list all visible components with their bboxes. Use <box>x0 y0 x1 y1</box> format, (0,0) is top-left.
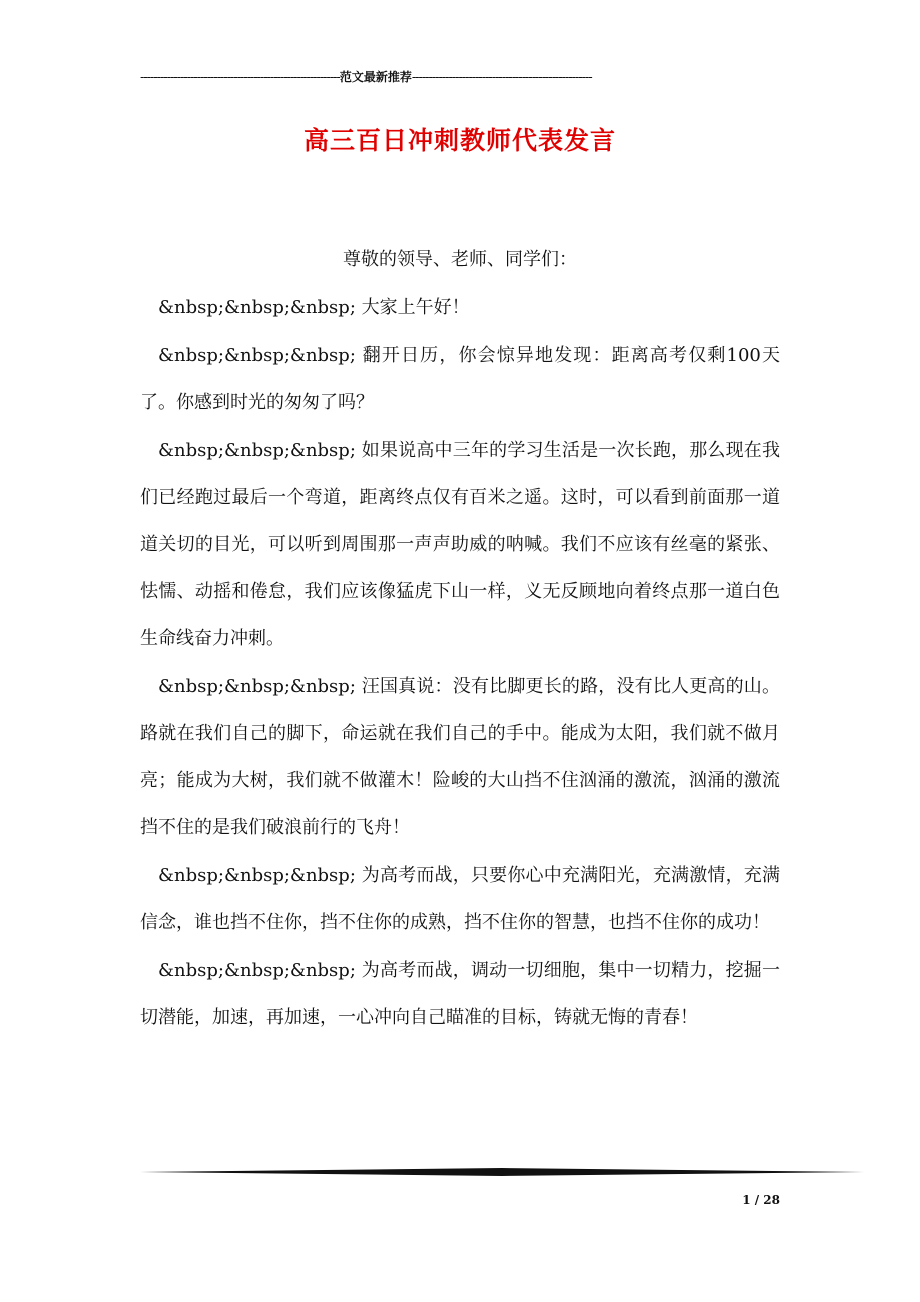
paragraph: &nbsp;&nbsp;&nbsp; 翻开日历，你会惊异地发现：距离高考仅剩100天了。你感到时光的匆匆了吗？ <box>140 345 780 413</box>
paragraph: &nbsp;&nbsp;&nbsp; 大家上午好！ <box>158 297 470 318</box>
paragraph: &nbsp;&nbsp;&nbsp; 如果说高中三年的学习生活是一次长跑，那么现在我们已经跑过最后一个弯道，距离终点仅有百米之遥。这时，可以看到前面那一道道关切的目光，可以听到周围那一声声助威的呐喊。我们不应该有丝毫的紧张、怯懦、动摇和倦怠，我们应该像猛虎下山一样，义无反顾地向着终点那一道白色生命线奋力冲刺。 <box>140 440 780 649</box>
paragraph: &nbsp;&nbsp;&nbsp; 为高考而战，只要你心中充满阳光，充满激情，充满信念，谁也挡不住你，挡不住你的成熟，挡不住你的智慧，也挡不住你的成功！ <box>140 865 780 933</box>
header-right-dashes: ------------------------------------------------------ <box>411 70 592 84</box>
document-title: 高三百日冲刺教师代表发言 <box>303 126 616 155</box>
paragraph: &nbsp;&nbsp;&nbsp; 汪国真说：没有比脚更长的路，没有比人更高的山。路就在我们自己的脚下，命运就在我们自己的手中。能成为太阳，我们就不做月亮；能成为大树，我们就不做灌木！险峻的大山挡不住汹涌的激流，汹涌的激流挡不住的是我们破浪前行的飞舟！ <box>140 676 780 838</box>
paragraph: &nbsp;&nbsp;&nbsp; 为高考而战，调动一切细胞，集中一切精力，挖掘一切潜能，加速，再加速，一心冲向自己瞄准的目标，铸就无悔的青春！ <box>140 960 780 1028</box>
header-left-dashes: ------------------------------------------------------------ <box>140 70 340 84</box>
page-number: 1 / 28 <box>742 1193 780 1207</box>
header-label: 范文最新推荐 <box>339 70 412 84</box>
page-header <box>140 70 780 84</box>
greeting: 尊敬的领导、老师、同学们： <box>343 249 577 270</box>
footer-divider <box>140 1167 864 1177</box>
document-body <box>140 236 780 1042</box>
